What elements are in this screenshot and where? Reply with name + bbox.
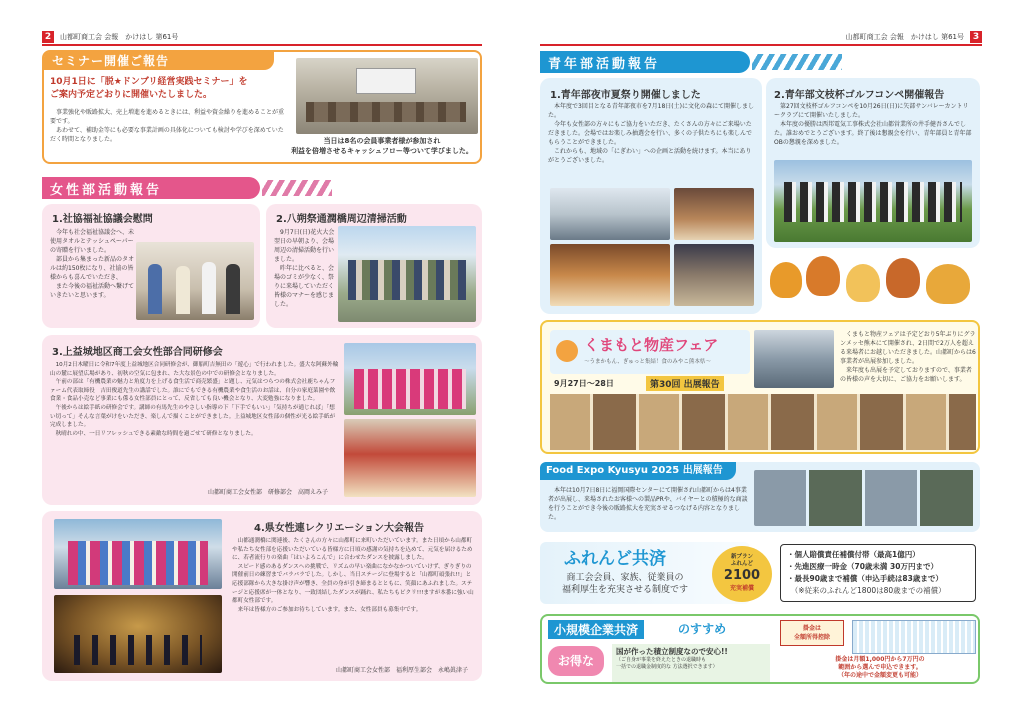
- womens-s4-sign: 山都町商工会女性部 福利厚生部会 永嶋眞津子: [335, 667, 468, 674]
- womens-s3-photo-group: [344, 343, 476, 415]
- bussan-logo-title: くまもと物産フェア: [584, 336, 719, 354]
- page-header-right: [540, 30, 982, 44]
- youth-section-1: [540, 78, 762, 314]
- page-number: 2: [42, 31, 54, 43]
- youth-s1-photo-3: [550, 244, 670, 306]
- youth-s2-title: 2.青年部文枝杯ゴルフコンペ開催報告: [774, 90, 945, 101]
- womens-s4-title: 4.県女性連レクリエーション大会報告: [254, 523, 424, 534]
- right-page: [520, 0, 1024, 724]
- friend-list-item: ・最長90歳まで補償（申込手続は83歳まで）: [787, 574, 943, 583]
- bussan-report-label: 第30回 出展報告: [646, 376, 724, 391]
- shokibo-section: [540, 614, 980, 684]
- womens-s3-photo-food: [344, 419, 476, 497]
- food-expo-photos: [754, 470, 974, 526]
- friend-list-item: ・先進医療一時金（70歳未満 30万円まで）: [787, 562, 938, 571]
- youth-s1-photo-4: [674, 244, 754, 306]
- friend-list: [780, 544, 976, 602]
- shokibo-line1: 国が作った積立制度なので安心!!: [616, 647, 728, 656]
- youth-s1-photo-1: [550, 188, 670, 240]
- friend-sub: 商工会会員、家族、従業員の 福利厚生を充実させる制度です: [562, 573, 689, 595]
- bussan-dates: 9月27日〜28日: [554, 379, 614, 388]
- womens-s2-title: 2.八朔祭通潤橋周辺清掃活動: [276, 214, 407, 225]
- womens-section-3: [42, 335, 482, 505]
- bussan-body: くまもと物産フェアは予定どおり5年ぶりにグランメッセ熊本にて開催され、2日間で2万人を超える来場者にお越しいただきました。山都町からは6事業者が出展参加しました。 来年度も出展を予定しておりますので、事業者の皆様の声を大切に、ご協力をお願いします。: [840, 331, 976, 383]
- youth-bar-stripes: [752, 54, 842, 70]
- left-page: [0, 0, 504, 724]
- bussan-photo-strip: [550, 394, 976, 450]
- youth-s2-body: 第27回文枝杯ゴルフコンペを10月26日(日)に矢部サンバレーカントリークラブにて開催いたしました。 本年度の優勝は西邦電気工事株式会社山都営業所の井手健吾さんでした。誰おめでとうございます。終了後は懇親会を行い、青年部員と青年部OBの懇親を深めました。: [774, 103, 972, 146]
- shokibo-otoku: お得な: [548, 646, 604, 676]
- shokibo-susume: のすすめ: [678, 622, 727, 636]
- bussan-logo-sub: 〜うまかもん、ぎゅっと集結！食のみやこ熊本県〜: [584, 359, 711, 365]
- shokibo-chart-graphic: [852, 620, 976, 654]
- seminar-lead: 10月1日に「脱★ドンブリ経営実践セミナー」を ご案内予定どおりに開催いたしました。: [50, 77, 248, 100]
- header-title: 山都町商工会 会報 かけはし 第61号: [60, 33, 179, 41]
- seminar-photo: [296, 58, 478, 134]
- womens-s3-title: 3.上益城地区商工会女性部合同研修会: [52, 347, 223, 358]
- food-expo-title: Food Expo Kyusyu 2025 出展報告: [540, 462, 736, 480]
- womens-s4-photo-group: [54, 519, 222, 589]
- friend-badge-top: 新プラン ふれんど: [730, 554, 753, 567]
- youth-s1-photo-2: [674, 188, 754, 240]
- youth-s2-photo: [774, 160, 972, 242]
- shokibo-line2: （ご自身が事業を終えたときの退職時も 一括での退職金制度的な 方法選択できます）: [616, 657, 718, 670]
- header-rule: [42, 44, 482, 46]
- friend-badge-bottom: 充実補償: [729, 585, 754, 592]
- womens-s3-sign: 山都町商工会女性部 研修部会 高岡えみ子: [207, 489, 328, 496]
- womens-s3-body: 10月2日木曜日に令和7年度上益城地区合同研修会が、御船町吉無田の「遊心」で行われました。盛大な阿蘇外輪山の麓に展望広場があり、初秋の空気に包まれ、た大な景色の中での研修会となりました。 午前の部は「有機農業の魅力と角度力を上げる食生活で商売繁盛」と題し、元気はつらつの株式会社鹿ちゃんファーム代表取締役 吉田俊道先生の講話でした。誰にでもできる有機農業や食生活のお話は、自分の家庭菜園や飲食業・食品小売など事業にも係る女性部員にとって、反省しても良い機会となり、大変勉強になりました。 午後からは絵手紙の研修会です。講師の有馬先生のやさしい指導の下「下手でもいい」「気持ちが通じれば」「想い切って」そんな言葉がけをいただき、楽しんで描くことができました。上益城地区女性部の個性が光る絵手紙が完成しました。 秋晴れの中、一日リフレッシュできる素敵な時間を過ごせて研修となりました。: [50, 362, 339, 437]
- seminar-body: 事業強化や販路拡大、売上増進を進めるときには、利益や資金繰りを進めることが重要です。 あわせて、補助金等にも必要な事業計画の具体化についても検討や学びを深めていただく時間となりました。: [50, 109, 285, 143]
- youth-section-2: [766, 78, 980, 248]
- youth-s1-body: 本年度で3回目となる青年部夜市を7月18日(土)に文化の森にて開催しました。 今年も女性部の方々にもご協力をいただき、たくさんの方々にご来場いただきました。会場ではお楽しみ抽選会を行い、多くの子供たちにも楽しんでもらうことができました。 これからも、地域の「にぎわい」への企画と活動を続けます。本当にありがとうございました。: [548, 103, 754, 164]
- womens-section-2: [266, 204, 482, 328]
- friend-list-item: （※従来のふれんど1800は80歳までの補償）: [787, 586, 946, 595]
- womens-bar: 女性部活動報告: [42, 177, 260, 199]
- womens-section-1: [42, 204, 260, 328]
- header-rule: [540, 44, 982, 46]
- page-number: 3: [970, 31, 982, 43]
- friend-badge: [712, 546, 772, 602]
- food-expo-section: [540, 462, 980, 532]
- womens-s2-body: 9月7日(日)花火大会翌日の早朝より、会場周辺の清掃活動を行いました。 昨年に比べると、会場のゴミが少なく、祭りに来場していただく皆様のマナーを感じました。: [274, 229, 335, 308]
- shokibo-note: 掛金は月額1,000円から7万円の 範囲から選んで申込できます。 （年の途中で金額変更も可能）: [835, 656, 925, 679]
- youth-s1-title: 1.青年部夜市夏祭り開催しました: [550, 90, 701, 101]
- womens-bar-stripes: [262, 180, 332, 196]
- womens-section-4: [42, 511, 482, 681]
- bussan-logo-icon: [556, 340, 578, 362]
- bussan-fair-section: [540, 320, 980, 454]
- youth-bar: 青年部活動報告: [540, 51, 750, 73]
- autumn-leaves-decoration: [770, 256, 980, 312]
- womens-s1-body: 今年も社会福祉協議会へ、未使用タオルとテッシュペーパーの寄贈を行いました。 部員から集まった新品のタオルは約150枚になり、社協の皆様からも喜んでいただき、 また今後の福祉活動へ繋げていきたいと思います。: [50, 229, 135, 299]
- friend-title: ふれんど共済: [564, 549, 666, 569]
- food-expo-body: 本年は10月7日8日に福岡国際センターにて開催され山都町からは4事業者が出展し、来場されたお客様への製品PRや、バイヤーとの積極的な商談を行うことができ今後の販路拡大を充実させるつなげる内容となりました。: [548, 487, 748, 521]
- header-title: 山都町商工会 会報 かけはし 第61号: [845, 33, 964, 41]
- bussan-logo: [550, 330, 750, 374]
- womens-s4-photo-stage: [54, 595, 222, 673]
- shokibo-tax-label: 掛金は 全額所得控除: [780, 620, 844, 646]
- womens-s4-body: 山都通潤橋に関連後、たくさんの方々に山都町に来町いただいています。また日頃から山都町や私たち女性部を応援いただいている皆様方に日頃の感謝の気持ちを込めて、元気を届けるために、若者流行りの楽曲「はいよろこんで」に合わせたダンスを披露しました。 スピード感のあるダンスへの挑戦で、リズムの早い楽曲になかなかついていけず、ぎりぎりの開催前日の練習までバラバラでした。しかし、当日ステージに登場すると「山都町頑張れ!!」と応援部隊から大きな掛け声が響き、全員の身が引き締まるとともに、笑顔にあふれました。ステージと応援席が一体となり、一致団結したダンスが踊れ、私たちもピクリ!!!ますが本番に強い山都町女性部です。 来年は皆様方のご参加お待ちしています。また、女性部員も募集中です。: [232, 538, 474, 613]
- page-header-left: [42, 30, 482, 44]
- seminar-title: セミナー開催ご報告: [44, 52, 274, 70]
- womens-s1-title: 1.社協福祉協議会慰問: [52, 214, 153, 225]
- womens-s2-photo: [338, 226, 476, 322]
- seminar-caption: 当日は8名の会員事業者様が参加され 利益を倍増させるキャッシュフロー等ついて学びました。: [291, 137, 473, 155]
- shokibo-title: 小規模企業共済: [548, 620, 644, 639]
- friend-list-item: ・個人賠償責任補償付帯（最高1億円）: [787, 550, 920, 559]
- friend-badge-num: 2100: [723, 568, 761, 583]
- seminar-section: [42, 50, 482, 164]
- friend-kyosai-section: [540, 540, 980, 608]
- womens-s1-photo: [136, 242, 254, 320]
- bussan-photo-crowd: [754, 330, 834, 388]
